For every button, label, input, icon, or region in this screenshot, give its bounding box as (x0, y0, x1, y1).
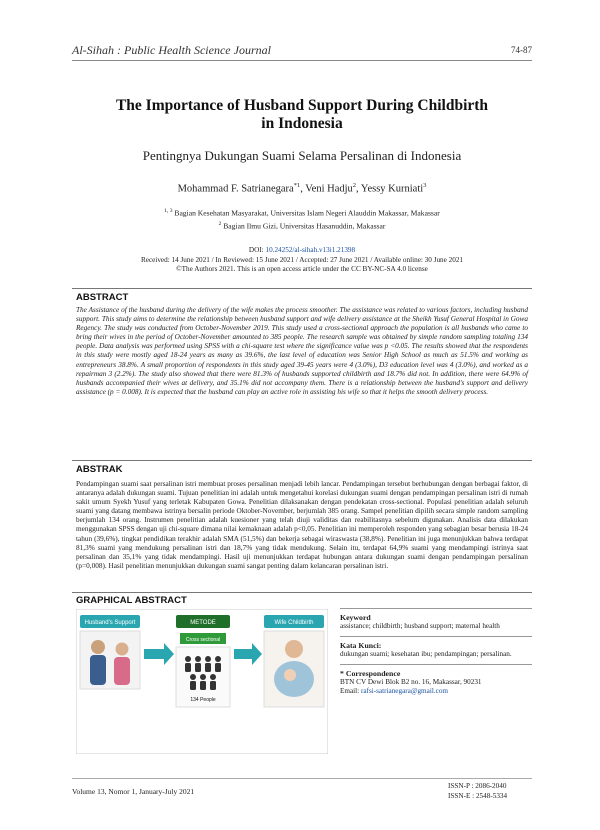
correspondence-email-line (340, 687, 532, 696)
abstract-heading: ABSTRACT (76, 292, 129, 303)
author-3-sup: 3 (423, 182, 427, 189)
wife-childbirth-label: Wife Childbirth (274, 620, 314, 626)
method-label: METODE (190, 620, 216, 626)
title-line-2: in Indonesia (261, 115, 343, 132)
abstract-top-divider (72, 288, 532, 289)
wife-body-icon (114, 657, 130, 685)
keyword-text: assistance; childbirth; husband support; maternal health (340, 622, 500, 630)
doi-label: DOI: (248, 246, 266, 254)
arrow-right-icon-2 (234, 643, 262, 665)
article-meta (72, 246, 532, 275)
affiliation-1-text: Bagian Kesehatan Masyarakat, Universitas Islam Negeri Alauddin Makassar, Makassar (174, 208, 440, 218)
affiliations (72, 206, 532, 231)
email-link[interactable]: rafsi-satrianegara@gmail.com (360, 687, 449, 695)
correspondence-divider (340, 664, 532, 665)
doi-line (72, 246, 532, 256)
header-divider (72, 60, 532, 61)
husband-body-icon (90, 655, 106, 685)
affiliation-2-sup: 2 (218, 220, 222, 227)
affiliation-1 (72, 206, 532, 219)
correspondence-heading: * Correspondence (340, 669, 401, 678)
paper-title (72, 97, 532, 133)
graphical-abstract-figure (76, 609, 328, 754)
kata-kunci-text: dukungan suami; kesehatan ibu; pendampingan; persalinan. (340, 650, 512, 658)
keywords-top-divider (340, 608, 532, 609)
correspondence-address: BTN CV Dewi Blok B2 no. 16, Makassar, 90231 (340, 678, 482, 686)
husband-head-icon (91, 640, 105, 654)
graphical-abstract-divider (72, 592, 532, 593)
arrow-right-icon (144, 643, 174, 665)
husband-support-image (80, 631, 140, 689)
page-range: 74-87 (511, 45, 532, 55)
volume-info: Volume 13, Nomor 1, January-July 2021 (72, 787, 195, 796)
author-3: Yessy Kurniati (360, 183, 424, 195)
issn-print: ISSN-P : 2086-2040 (448, 782, 507, 790)
author-1-sup: *1 (293, 182, 301, 189)
wife-head-icon (116, 643, 129, 656)
author-2-sup: 2 (352, 182, 357, 189)
abstrak-text: Pendampingan suami saat persalinan istri membuat proses persalinan menjadi lebih lancar. Pendampingan tersebut berhubungan dengan berbagai faktor, di antaranya adalah dukungan suami. Tujuan penelitian ini adalah untuk mengetahui korelasi dukungan suami dengan pendampingan persalinan istri di rumah sakit umum Syekh Yusuf yang terletak Kabupaten Gowa. Penelitian dilaksanakan dengan pendekatan cross-sectional. Populasi penelitian adalah seluruh suami yang datang membawa istrinya bersalin periode Oktober-November, berjumlah 385 orang. Sampel penelitian dipilih secara simple random sampling berjumlah 134 orang. Instrumen penelitian adalah kuesioner yang telah diuji validitas dan reabilitasnya sebelum digunakan. Analisis data dilakukan menggunakan SPSS dengan uji chi-square dimana nilai kemaknaan adalah p<0,05. Penelitian ini memperoleh responden yang sebagian besar berusia 18-24 tahun (39,6%), tingkat pendidikan terakhir adalah SMA (51,5%) dan bekerja sebagai wiraswasta (38,8%). Penelitian ini juga menunjukkan bahwa terdapat 81,3% suami yang mendukung persalinan istri dan 18,7% yang tidak mendukung. Selain itu, terdapat 64,9% suami yang mendampingi istrinya saat persalinan dan 35,1% yang tidak mendampingi. Hasil uji menunjukkan terdapat hubungan antara dukungan suami dengan pendampingan persalinan (p=0,008). Hasil penelitian menunjukkan dukungan suami sangat penting dalam kelancaran persalinan istri. (76, 480, 528, 570)
cross-sectional-label: Cross sectional (185, 637, 221, 643)
mother-head-icon (285, 640, 303, 658)
email-label: Email: (340, 687, 361, 695)
keywords-box (340, 608, 532, 696)
license-line: ©The Authors 2021. This is an open access article under the CC BY-NC-SA 4.0 license (176, 265, 428, 273)
husband-support-label: Husband's Support (84, 620, 136, 626)
affiliation-1-sup: 1, 3 (164, 208, 173, 214)
author-1: Mohammad F. Satrianegara (177, 183, 294, 195)
people-count-label: 134 People (190, 697, 216, 703)
title-line-1: The Importance of Husband Support During Childbirth (115, 97, 489, 114)
affiliation-2 (72, 219, 532, 232)
graphical-abstract-svg (76, 609, 328, 754)
abstrak-heading: ABSTRAK (76, 464, 123, 475)
doi-link[interactable]: 10.24252/al-sihah.v13i1.21398 (265, 246, 356, 254)
article-dates: Received: 14 June 2021 / In Reviewed: 15 June 2021 / Accepted: 27 June 2021 / Available online: 30 June 2021 (140, 255, 464, 264)
graphical-abstract-heading: GRAPHICAL ABSTRACT (76, 595, 187, 606)
abstract-text: The Assistance of the husband during the delivery of the wife makes the process smoother. The assistance was related to various factors, including husband support. This study aims to determine the relationship between husband support and wife delivery assistance at the Sheikh Yusuf General Hospital in Gowa Regency. The study was conducted from October-November 2019. This study used a cross-sectional approach the population is all husbands who came to bring their wives in the period of October-November amounted to 385 people. The research sample was obtained by simple random sampling totaling 134 people. Data analysis was performed using SPSS with a chi-square test where the significance value was p <0.05. The results showed that the respondents in this study were mostly aged 18-24 years as many as 39.6%, the last level of education was Senior High School as much as 51.5% and working as entrepreneurs 38.8%. A small proportion of respondents in this study aged 39-45 years were 4 (3.0%), D3 education level was 4 (3.0%), and worked as a repairman 3 (2.2%). The study also showed that there were 81.3% of husbands supported childbirth and 18.7% did not. In addition, there were 64.9% of husbands accompanied their wives at delivery, and 35.1% did not accompany them. There is a relationship between the husband's support and delivery assistance (p = 0.008). It is expected that the husband can play an active role in assisting his wife so that it helps the smooth delivery process. (76, 306, 528, 396)
affiliation-2-text: Bagian Ilmu Gizi, Universitas Hasanuddin, Makassar (223, 221, 386, 231)
keyword-heading: Keyword (340, 613, 371, 622)
abstrak-top-divider (72, 460, 532, 461)
author-2: Veni Hadju (305, 183, 353, 195)
author-list: Mohammad F. Satrianegara$^{*1}$, Veni Hadju$^2$, Yessy Kurniati$^3$ (177, 182, 427, 195)
kata-kunci-divider (340, 636, 532, 637)
footer-divider (72, 778, 532, 779)
kata-kunci-heading: Kata Kunci: (340, 641, 382, 650)
issn-electronic: ISSN-E : 2548-5334 (448, 791, 508, 800)
journal-name: Al-Sihah : Public Health Science Journal (72, 43, 271, 57)
baby-head-icon (284, 669, 296, 681)
paper-subtitle: Pentingnya Dukungan Suami Selama Persalinan di Indonesia (142, 148, 462, 163)
issn-block (448, 782, 532, 801)
